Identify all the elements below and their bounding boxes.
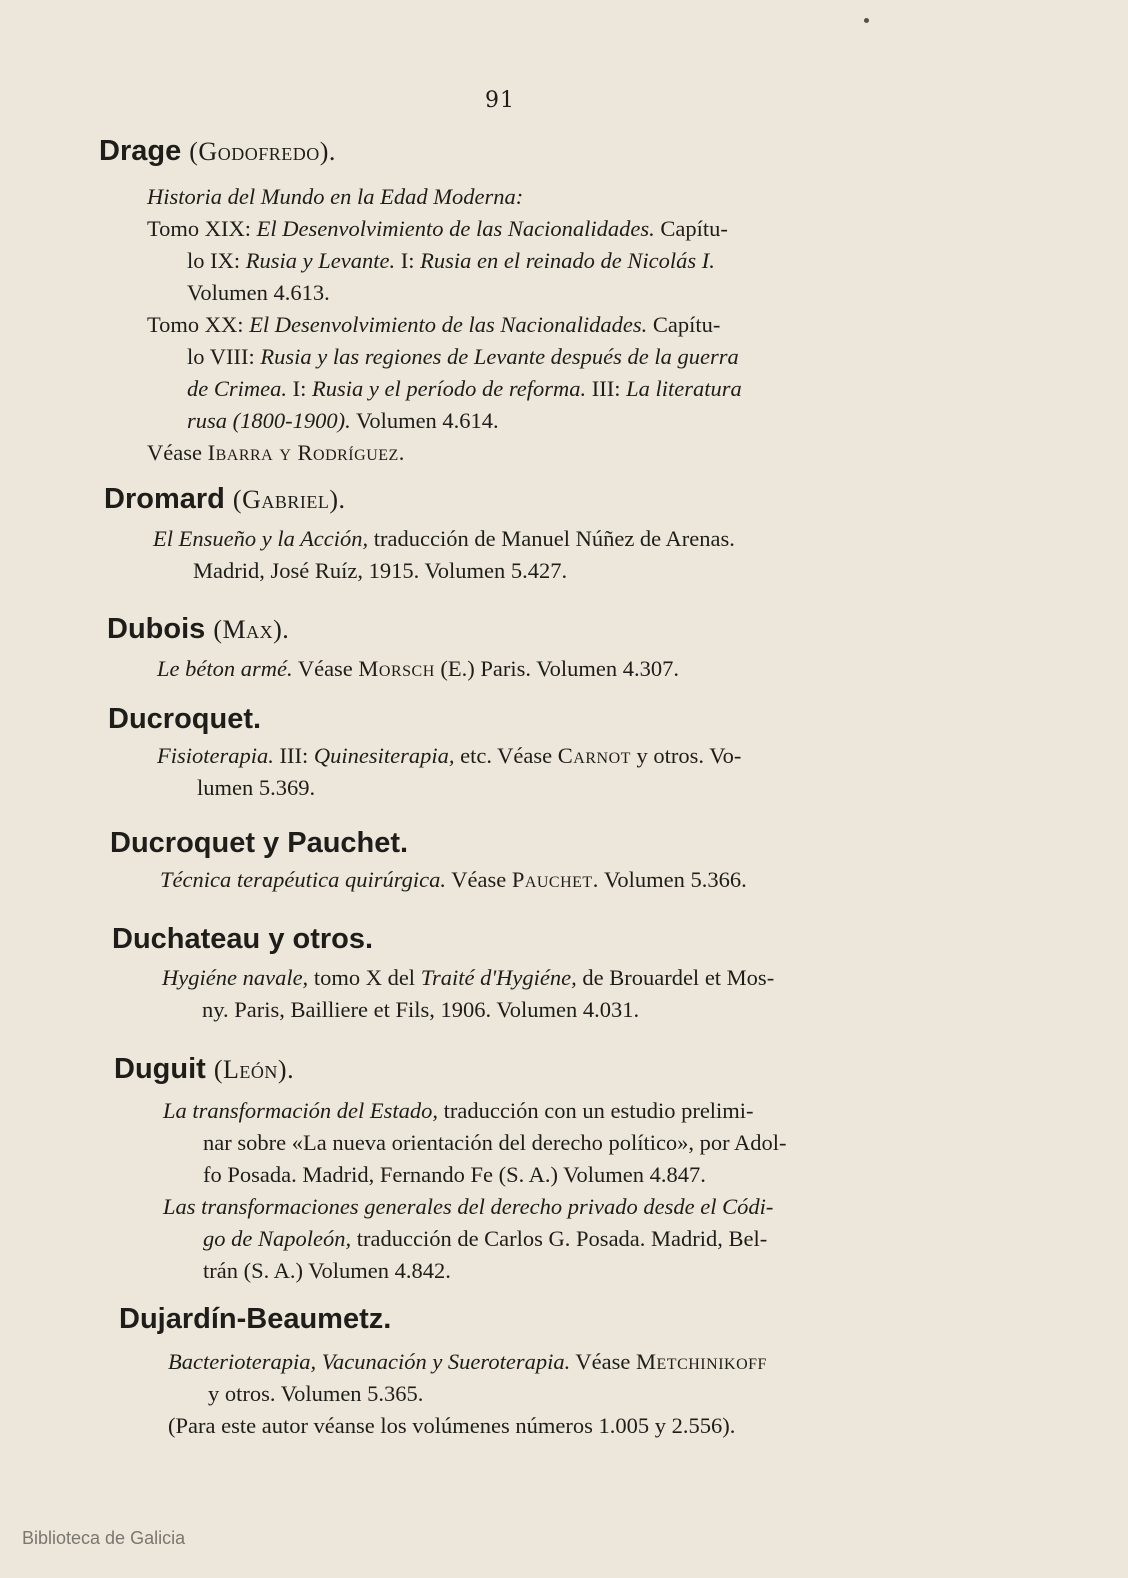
entry-line: lo VIII: Rusia y las regiones de Levante después de la guerra xyxy=(187,344,739,369)
entry-duchateau xyxy=(0,922,1128,1026)
entry-ducroquet-pauchet xyxy=(0,826,1128,896)
entry-body xyxy=(147,181,1128,469)
author-heading xyxy=(108,702,1128,736)
author-heading xyxy=(107,612,1128,647)
entry-body xyxy=(162,962,1128,1026)
entry-line: ny. Paris, Bailliere et Fils, 1906. Volumen 4.031. xyxy=(202,997,640,1022)
author-surname: Dubois xyxy=(107,613,206,645)
library-credit: Biblioteca de Galicia xyxy=(22,1528,186,1548)
entry-body xyxy=(160,864,1128,896)
author-surname: Dromard xyxy=(104,483,225,515)
entry-line: lumen 5.369. xyxy=(197,775,316,800)
entry-drage xyxy=(0,134,1128,469)
author-surname: Dujardín-Beaumetz. xyxy=(119,1303,392,1335)
entry-line: Le béton armé. Véase Morsch (E.) Paris. Volumen 4.307. xyxy=(157,656,679,681)
entry-dubois xyxy=(0,612,1128,685)
author-given-name: (Gabriel). xyxy=(232,485,346,514)
entry-duguit xyxy=(0,1052,1128,1287)
entry-body xyxy=(153,523,1128,587)
entry-line: Fisioterapia. III: Quinesiterapia, etc. Véase Carnot y otros. Vo- xyxy=(157,743,742,768)
entry-line: La transformación del Estado, traducción con un estudio prelimi- xyxy=(163,1098,754,1123)
entry-line: El Ensueño y la Acción, traducción de Manuel Núñez de Arenas. xyxy=(153,526,735,551)
author-heading xyxy=(114,1052,1128,1087)
entry-dujardin-beaumetz xyxy=(0,1302,1128,1442)
entry-line: Las transformaciones generales del derecho privado desde el Códi- xyxy=(163,1194,774,1219)
entry-body xyxy=(163,1095,1128,1287)
entry-line: fo Posada. Madrid, Fernando Fe (S. A.) Volumen 4.847. xyxy=(203,1162,706,1187)
author-surname: Ducroquet. xyxy=(108,703,262,735)
author-surname: Drage xyxy=(99,135,182,167)
entry-line: Tomo XIX: El Desenvolvimiento de las Nacionalidades. Capítu- xyxy=(147,216,728,241)
entry-line: (Para este autor véanse los volúmenes números 1.005 y 2.556). xyxy=(168,1413,736,1438)
entry-line: Volumen 4.613. xyxy=(187,280,330,305)
entry-line: Véase Ibarra y Rodríguez. xyxy=(147,440,405,465)
entry-line: de Crimea. I: Rusia y el período de reforma. III: La literatura xyxy=(187,376,742,401)
entry-line: Bacterioterapia, Vacunación y Sueroterapia. Véase Metchinikoff xyxy=(168,1349,767,1374)
author-heading xyxy=(110,826,1128,860)
author-surname: Ducroquet y Pauchet. xyxy=(110,827,409,859)
entry-line: rusa (1800-1900). Volumen 4.614. xyxy=(187,408,499,433)
entry-line: Madrid, José Ruíz, 1915. Volumen 5.427. xyxy=(193,558,568,583)
entry-body xyxy=(157,653,1128,685)
entry-line: nar sobre «La nueva orientación del derecho político», por Adol- xyxy=(203,1130,787,1155)
author-surname: Duchateau y otros. xyxy=(112,923,374,955)
entry-ducroquet xyxy=(0,702,1128,804)
author-heading xyxy=(112,922,1128,956)
entry-line: Técnica terapéutica quirúrgica. Véase Pauchet. Volumen 5.366. xyxy=(160,867,747,892)
entry-line: Hygiéne navale, tomo X del Traité d'Hygiéne, de Brouardel et Mos- xyxy=(162,965,775,990)
author-surname: Duguit xyxy=(114,1053,206,1085)
entry-body xyxy=(157,740,1128,804)
author-heading xyxy=(104,482,1128,517)
author-heading xyxy=(99,134,1128,169)
entry-line: go de Napoleón, traducción de Carlos G. Posada. Madrid, Bel- xyxy=(203,1226,768,1251)
author-given-name: (Godofredo). xyxy=(189,137,336,166)
ink-speck xyxy=(864,18,869,23)
entry-line: trán (S. A.) Volumen 4.842. xyxy=(203,1258,451,1283)
entry-dromard xyxy=(0,482,1128,587)
entry-line: Tomo XX: El Desenvolvimiento de las Nacionalidades. Capítu- xyxy=(147,312,721,337)
entry-body xyxy=(168,1346,1128,1442)
author-given-name: (León). xyxy=(213,1055,295,1084)
author-heading xyxy=(119,1302,1128,1336)
entry-line: Historia del Mundo en la Edad Moderna: xyxy=(147,184,524,209)
entry-line: y otros. Volumen 5.365. xyxy=(208,1381,424,1406)
page-number: 91 xyxy=(485,88,515,113)
author-given-name: (Max). xyxy=(213,615,290,644)
entry-line: lo IX: Rusia y Levante. I: Rusia en el reinado de Nicolás I. xyxy=(187,248,715,273)
